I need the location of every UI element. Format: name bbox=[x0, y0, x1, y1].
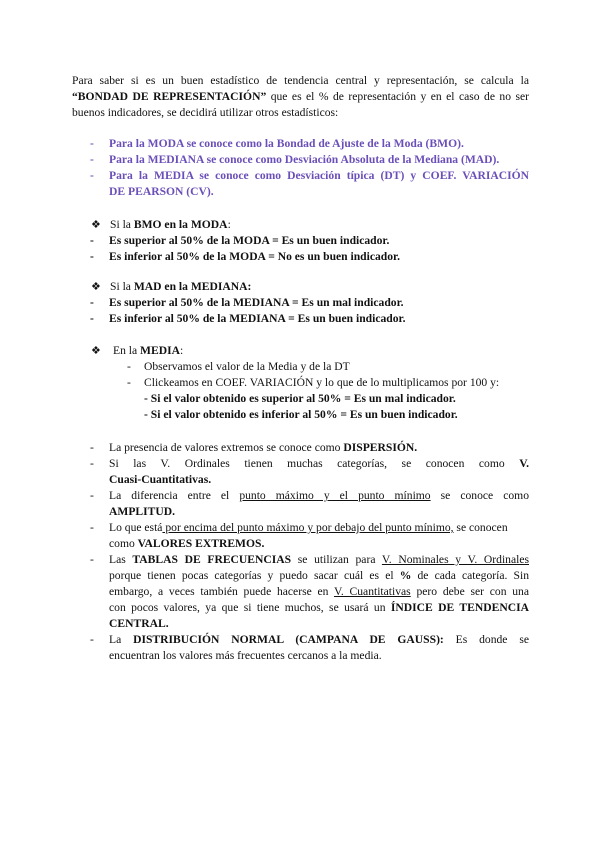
mad-item-superior: Es superior al 50% de la MEDIANA = Es un mal indicador. bbox=[109, 296, 404, 309]
fact-amplitud-line-2: AMPLITUD. bbox=[109, 505, 176, 518]
dash-bullet: - bbox=[90, 489, 94, 502]
dash-bullet: - bbox=[127, 376, 131, 389]
purple-item-mediana: Para la MEDIANA se conoce como Desviación Absoluta de la Mediana (MAD). bbox=[109, 153, 500, 166]
dash-bullet: - bbox=[90, 312, 94, 325]
dash-bullet: - bbox=[90, 633, 94, 646]
dash-bullet: - bbox=[90, 250, 94, 263]
media-heading: En la MEDIA: bbox=[113, 344, 184, 357]
intro-text: que es el % de representación y en el caso de no ser bbox=[266, 90, 530, 103]
fact-normal-line-1: La DISTRIBUCIÓN NORMAL (CAMPANA DE GAUSS): Es donde se bbox=[109, 633, 529, 646]
fact-tablas-line-4: con pocos valores, ya que si tiene muchos, se usará un ÍNDICE DE TENDENCIA bbox=[109, 601, 529, 614]
diamond-bullet-icon: ❖ bbox=[91, 345, 101, 357]
dash-bullet: - bbox=[90, 137, 94, 150]
dash-bullet: - bbox=[127, 360, 131, 373]
bmo-item-inferior: Es inferior al 50% de la MODA = No es un buen indicador. bbox=[109, 250, 401, 263]
fact-tablas-line-2: porque tienen pocas categorías y puedo sacar cuál es el % de cada categoría. Sin bbox=[109, 569, 529, 582]
purple-item-media: Para la MEDIA se conoce como Desviación típica (DT) y COEF. VARIACIÓN bbox=[109, 169, 529, 182]
dash-bullet: - bbox=[90, 457, 94, 470]
dash-bullet: - bbox=[90, 169, 94, 182]
fact-dispersion: La presencia de valores extremos se conoce como DISPERSIÓN. bbox=[109, 441, 418, 454]
intro-line-1 bbox=[72, 73, 529, 89]
fact-cuasi-line-1: Si las V. Ordinales tienen muchas categorías, se conocen como V. bbox=[109, 457, 529, 470]
bmo-heading: Si la BMO en la MODA: bbox=[110, 218, 231, 231]
intro-text: buenos indicadores, se decidirá utilizar otros estadísticos: bbox=[72, 106, 339, 119]
bondad-term: “BONDAD DE REPRESENTACIÓN” bbox=[72, 90, 267, 103]
fact-tablas-line-3: embargo, a veces también puede hacerse en V. Cuantitativas pero debe ser con una bbox=[109, 585, 529, 598]
media-sub-superior: - Si el valor obtenido es superior al 50% = Es un mal indicador. bbox=[144, 392, 456, 405]
purple-item-moda: Para la MODA se conoce como la Bondad de Ajuste de la Moda (BMO). bbox=[109, 137, 464, 150]
mad-heading: Si la MAD en la MEDIANA: bbox=[110, 280, 252, 293]
dash-bullet: - bbox=[90, 441, 94, 454]
fact-tablas-line-1: Las TABLAS DE FRECUENCIAS se utilizan para V. Nominales y V. Ordinales bbox=[109, 553, 529, 566]
fact-tablas-line-5: CENTRAL. bbox=[109, 617, 169, 630]
diamond-bullet-icon: ❖ bbox=[91, 219, 101, 231]
dash-bullet: - bbox=[90, 553, 94, 566]
media-sub-clickeamos: Clickeamos en COEF. VARIACIÓN y lo que de lo multiplicamos por 100 y: bbox=[144, 376, 500, 389]
fact-cuasi-line-2: Cuasi-Cuantitativas. bbox=[109, 473, 212, 486]
fact-normal-line-2: encuentran los valores más frecuentes cercanos a la media. bbox=[109, 649, 382, 662]
intro-text: Para saber si es un buen estadístico de tendencia central y representación, se calcula la bbox=[72, 74, 529, 87]
intro-line-3 bbox=[72, 105, 529, 121]
media-sub-observamos: Observamos el valor de la Media y de la DT bbox=[144, 360, 350, 373]
fact-amplitud-line-1: La diferencia entre el punto máximo y el punto mínimo se conoce como bbox=[109, 489, 529, 502]
purple-item-media-cont: DE PEARSON (CV). bbox=[109, 185, 214, 198]
bmo-item-superior: Es superior al 50% de la MODA = Es un buen indicador. bbox=[109, 234, 390, 247]
dash-bullet: - bbox=[90, 296, 94, 309]
diamond-bullet-icon: ❖ bbox=[91, 281, 101, 293]
intro-line-2 bbox=[72, 89, 529, 105]
fact-extremos-line-2: como VALORES EXTREMOS. bbox=[109, 537, 265, 550]
dash-bullet: - bbox=[90, 521, 94, 534]
fact-extremos-line-1: Lo que está por encima del punto máximo y por debajo del punto mínimo, se conocen bbox=[109, 521, 508, 534]
mad-item-inferior: Es inferior al 50% de la MEDIANA = Es un buen indicador. bbox=[109, 312, 406, 325]
dash-bullet: - bbox=[90, 234, 94, 247]
media-sub-inferior: - Si el valor obtenido es inferior al 50% = Es un buen indicador. bbox=[144, 408, 458, 421]
dash-bullet: - bbox=[90, 153, 94, 166]
